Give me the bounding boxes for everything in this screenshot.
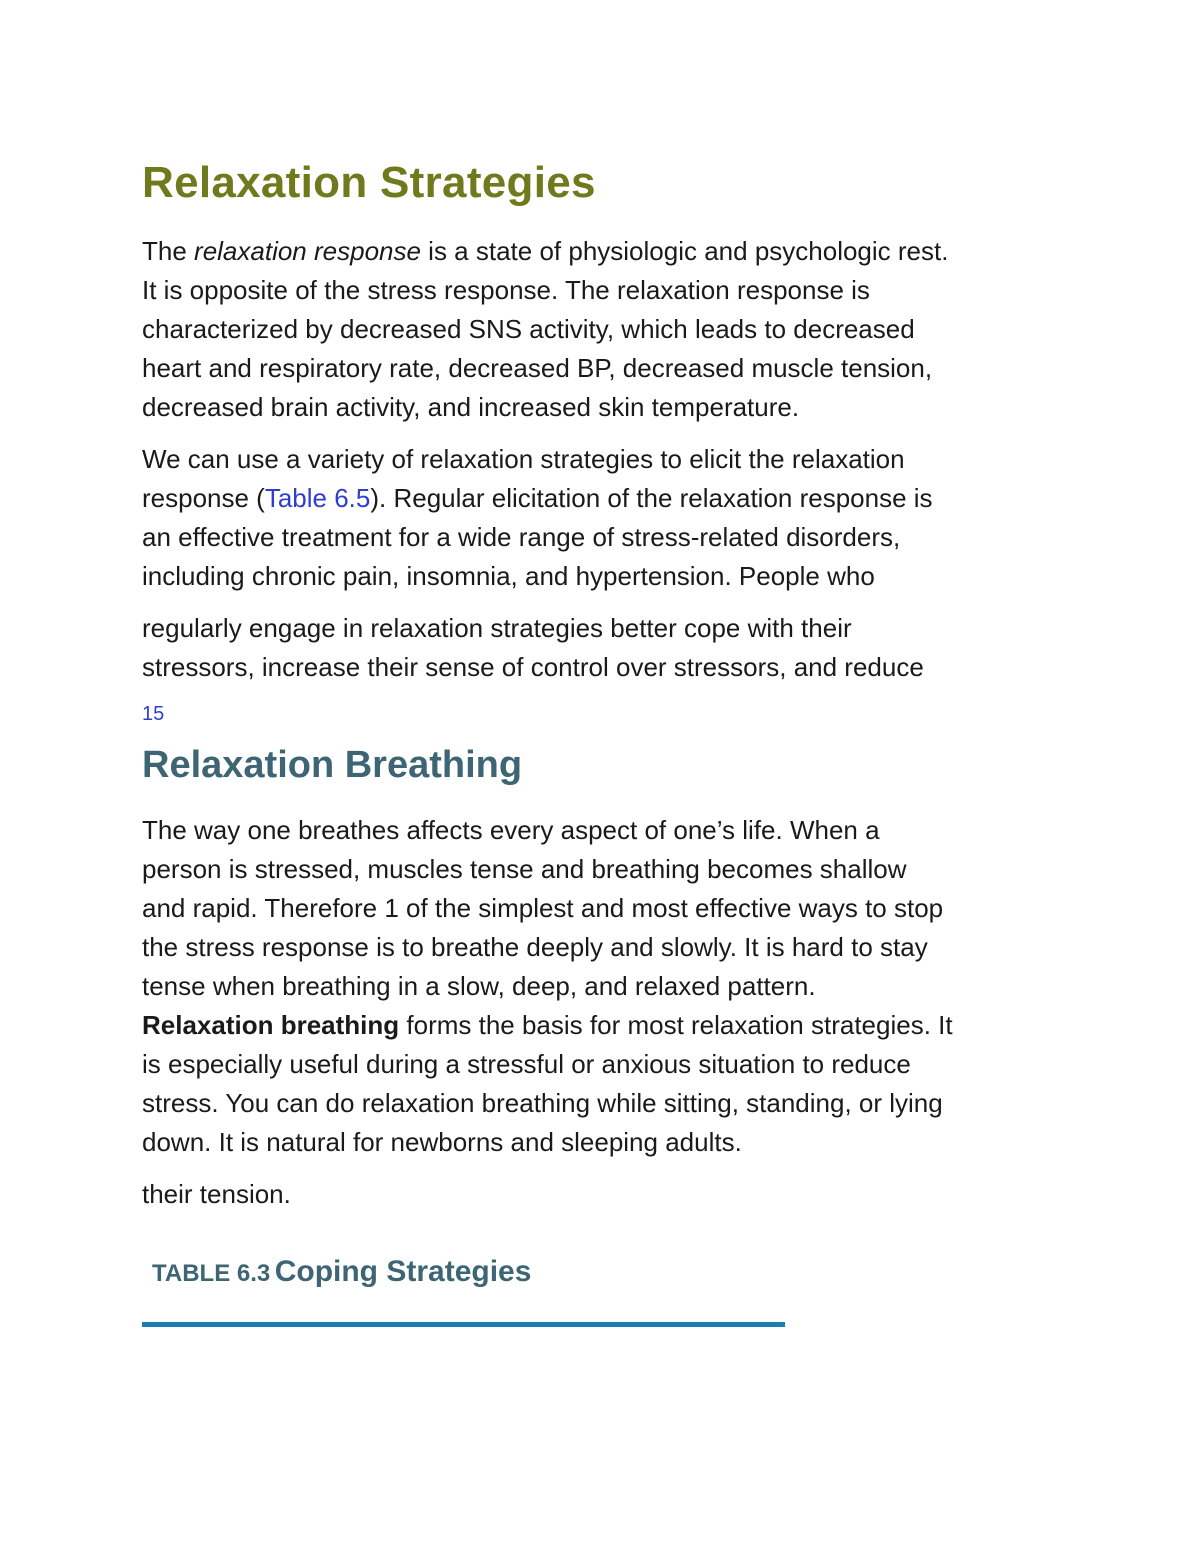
text-line: including chronic pain, insomnia, and hypertension. People who (142, 561, 875, 591)
text-line (142, 232, 1082, 271)
table-label: TABLE 6.3 (152, 1260, 271, 1287)
text-line: regularly engage in relaxation strategies better cope with their (142, 613, 852, 643)
text-line: tense when breathing in a slow, deep, and relaxed pattern. (142, 971, 816, 1001)
section-title-relaxation-strategies: Relaxation Strategies (142, 158, 596, 207)
text-line: person is stressed, muscles tense and breathing becomes shallow (142, 854, 907, 884)
text-line: is especially useful during a stressful or anxious situation to reduce (142, 1049, 911, 1079)
text-run: The (142, 236, 195, 266)
text-line: characterized by decreased SNS activity, which leads to decreased (142, 314, 915, 344)
italic-term-relaxation-response: relaxation response (194, 236, 421, 266)
section-title-relaxation-breathing: Relaxation Breathing (142, 744, 523, 786)
text-line: and rapid. Therefore 1 of the simplest and most effective ways to stop (142, 893, 944, 923)
paragraph-relaxation-strategies-use (142, 440, 1082, 596)
paragraph-relaxation-breathing (142, 811, 1082, 1162)
table-caption (152, 1255, 531, 1289)
text-line: We can use a variety of relaxation strategies to elicit the relaxation (142, 444, 905, 474)
text-line: It is opposite of the stress response. The relaxation response is (142, 275, 870, 305)
text-line (142, 1006, 1082, 1045)
text-run: forms the basis for most relaxation strategies. It (399, 1010, 953, 1040)
text-line: stress. You can do relaxation breathing while sitting, standing, or lying (142, 1088, 943, 1118)
table-rule-divider (142, 1322, 785, 1327)
text-run: ). Regular elicitation of the relaxation response is (370, 483, 933, 513)
text-run: is a state of physiologic and psychologic rest. (420, 236, 949, 266)
text-line: down. It is natural for newborns and sleeping adults. (142, 1127, 742, 1157)
page-number: 15 (142, 703, 165, 725)
paragraph-relaxation-response (142, 232, 1082, 427)
text-run: response ( (142, 483, 265, 513)
text-line: The way one breathes affects every aspect of one’s life. When a (142, 815, 880, 845)
paragraph-regular-engagement (142, 609, 1082, 687)
bold-term-relaxation-breathing: Relaxation breathing (142, 1010, 400, 1040)
table-name: Coping Strategies (274, 1255, 532, 1288)
text-line (142, 479, 1082, 518)
text-line: decreased brain activity, and increased skin temperature. (142, 392, 800, 422)
text-line: their tension. (142, 1179, 291, 1209)
table-6-5-link[interactable]: Table 6.5 (264, 483, 371, 513)
text-line: the stress response is to breathe deeply and slowly. It is hard to stay (142, 932, 928, 962)
text-line: an effective treatment for a wide range of stress-related disorders, (142, 522, 901, 552)
text-line: stressors, increase their sense of control over stressors, and reduce (142, 652, 924, 682)
text-line: heart and respiratory rate, decreased BP, decreased muscle tension, (142, 353, 933, 383)
paragraph-continuation (142, 1175, 1082, 1214)
